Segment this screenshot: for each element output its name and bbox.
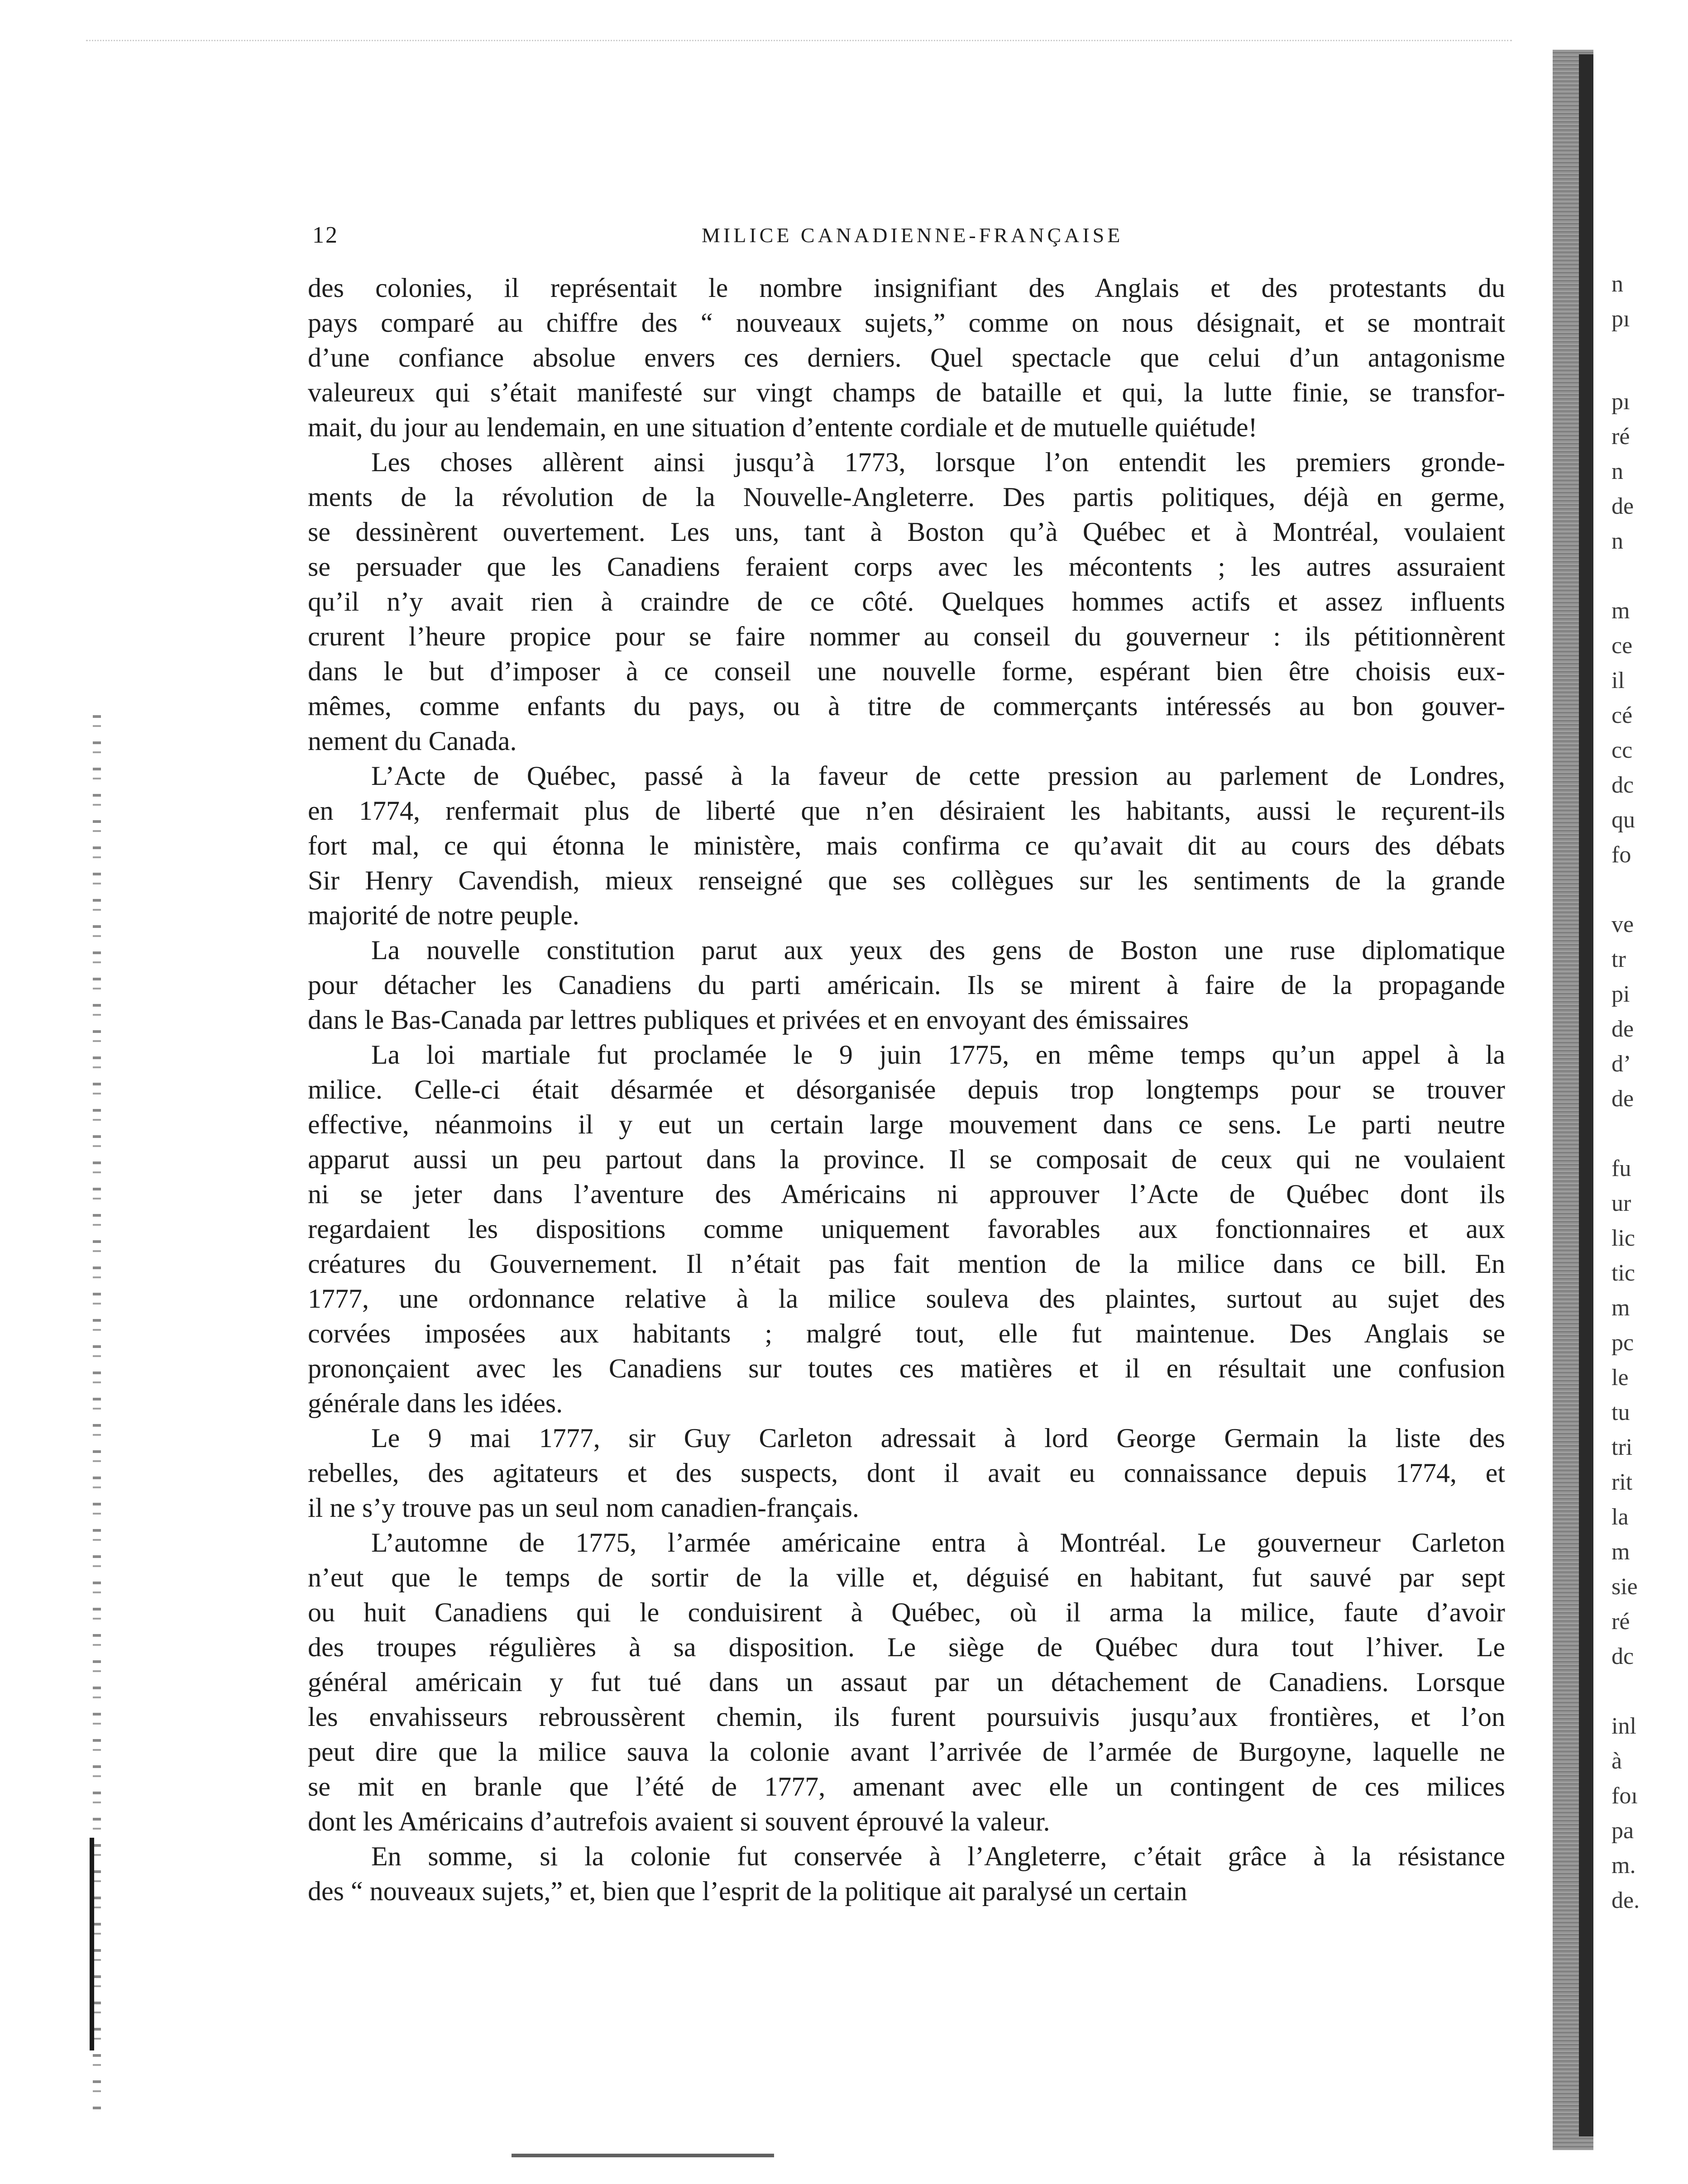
facing-page-fragment: cc: [1611, 737, 1633, 763]
facing-page-fragment: lic: [1611, 1225, 1635, 1251]
facing-page-fragment: sie: [1611, 1574, 1638, 1600]
facing-page-fragment: le: [1611, 1365, 1629, 1391]
text-line: les envahisseurs rebroussèrent chemin, ils furent poursuivis jusqu’aux frontières, et l’on: [308, 1702, 1505, 1732]
facing-page-fragment: dc: [1611, 1644, 1634, 1669]
text-line: ou huit Canadiens qui le conduisirent à Québec, où il arma la milice, faute d’avoir: [308, 1597, 1505, 1627]
scan-artifact-top: [86, 40, 1512, 46]
facing-page-fragment: m.: [1611, 1853, 1636, 1878]
body-text: [308, 271, 1505, 1909]
text-line: se dessinèrent ouvertement. Les uns, tant à Boston qu’à Québec et à Montréal, voulaient: [308, 517, 1505, 547]
scan-artifact-left-bar: [90, 1838, 94, 2050]
text-line: Sir Henry Cavendish, mieux renseigné que ses collègues sur les sentiments de la grande: [308, 865, 1505, 895]
text-line: en 1774, renfermait plus de liberté que n’en désiraient les habitants, aussi le reçurent-ils: [308, 796, 1505, 826]
text-line: il ne s’y trouve pas un seul nom canadien-français.: [308, 1493, 859, 1523]
facing-page-fragment: la: [1611, 1504, 1629, 1530]
text-line: 1777, une ordonnance relative à la milice souleva des plaintes, surtout au sujet des: [308, 1284, 1505, 1314]
text-line: fort mal, ce qui étonna le ministère, mais confirma ce qu’avait dit au cours des débats: [308, 831, 1505, 860]
text-line: ni se jeter dans l’aventure des Américains ni approuver l’Acte de Québec dont ils: [308, 1179, 1505, 1209]
text-line: milice. Celle-ci était désarmée et désorganisée depuis trop longtemps pour se trouver: [308, 1075, 1505, 1104]
facing-page-fragment: pi: [1611, 981, 1630, 1007]
text-line: corvées imposées aux habitants ; malgré tout, elle fut maintenue. Des Anglais se: [308, 1319, 1505, 1348]
facing-page-fragment: fo: [1611, 842, 1631, 868]
text-line: d’une confiance absolue envers ces derniers. Quel spectacle que celui d’un antagonisme: [308, 343, 1505, 373]
facing-page-fragment: foı: [1611, 1783, 1638, 1809]
facing-page-fragment: tr: [1611, 946, 1626, 972]
text-line: des troupes régulières à sa disposition. Le siège de Québec dura tout l’hiver. Le: [308, 1632, 1505, 1662]
facing-page-fragment: m: [1611, 1295, 1630, 1321]
book-gutter-edge: [1579, 54, 1593, 2136]
text-line: La nouvelle constitution parut aux yeux des gens de Boston une ruse diplomatique: [371, 935, 1505, 965]
text-line: L’automne de 1775, l’armée américaine entra à Montréal. Le gouverneur Carleton: [371, 1528, 1505, 1558]
facing-page-fragment: m: [1611, 1539, 1630, 1565]
facing-page-fragment: dc: [1611, 772, 1634, 798]
text-line: peut dire que la milice sauva la colonie avant l’arrivée de l’armée de Burgoyne, laquelle ne: [308, 1737, 1505, 1767]
facing-page-fragment: pı: [1611, 389, 1630, 415]
facing-page-fragment: ré: [1611, 1609, 1630, 1634]
text-line: Le 9 mai 1777, sir Guy Carleton adressait à lord George Germain la liste des: [371, 1423, 1505, 1453]
text-line: dont les Américains d’autrefois avaient si souvent éprouvé la valeur.: [308, 1806, 1050, 1836]
text-line: ments de la révolution de la Nouvelle-Angleterre. Des partis politiques, déjà en germe,: [308, 482, 1505, 512]
facing-page-fragment: il: [1611, 668, 1625, 693]
facing-page-fragment: pı: [1611, 306, 1630, 332]
facing-page-fragment: de: [1611, 493, 1634, 519]
text-line: des “ nouveaux sujets,” et, bien que l’esprit de la politique ait paralysé un certain: [308, 1876, 1187, 1906]
facing-page-fragment: pc: [1611, 1330, 1634, 1356]
facing-page-fragment: qu: [1611, 807, 1635, 833]
text-line: En somme, si la colonie fut conservée à l’Angleterre, c’était grâce à la résistance: [371, 1841, 1505, 1871]
facing-page-fragment: cé: [1611, 703, 1633, 728]
facing-page-fragment: à: [1611, 1748, 1622, 1774]
facing-page-fragment: ur: [1611, 1190, 1631, 1216]
facing-page-fragment: n: [1611, 528, 1623, 554]
page-number: 12: [312, 222, 339, 248]
facing-page-fragment: rit: [1611, 1469, 1633, 1495]
text-line: se mit en branle que l’été de 1777, amenant avec elle un contingent de ces milices: [308, 1772, 1505, 1802]
facing-page-fragment: n: [1611, 459, 1623, 484]
facing-page-fragment: d’: [1611, 1051, 1631, 1077]
facing-page-fragment: de: [1611, 1016, 1634, 1042]
text-line: se persuader que les Canadiens feraient corps avec les mécontents ; les autres assuraient: [308, 552, 1505, 582]
facing-page-fragment: m: [1611, 598, 1630, 624]
scan-artifact-bottom: [512, 2154, 774, 2157]
facing-page-fragment: de.: [1611, 1888, 1640, 1913]
text-line: pays comparé au chiffre des “ nouveaux sujets,” comme on nous désignait, et se montrait: [308, 308, 1505, 338]
facing-page-fragment: ré: [1611, 424, 1630, 449]
facing-page-fragment: tic: [1611, 1260, 1635, 1286]
facing-page-fragment: n: [1611, 271, 1623, 297]
text-line: générale dans les idées.: [308, 1388, 563, 1418]
facing-page-fragment: fu: [1611, 1156, 1631, 1181]
text-line: crurent l’heure propice pour se faire nommer au conseil du gouverneur : ils pétitionnèrent: [308, 621, 1505, 651]
facing-page-fragment: de: [1611, 1086, 1634, 1112]
text-line: La loi martiale fut proclamée le 9 juin 1775, en même temps qu’un appel à la: [371, 1040, 1505, 1070]
facing-page-fragment: pa: [1611, 1818, 1634, 1844]
running-title: MILICE CANADIENNE-FRANÇAISE: [702, 224, 1124, 247]
text-line: Les choses allèrent ainsi jusqu’à 1773, lorsque l’on entendit les premiers gronde-: [371, 447, 1505, 477]
text-line: pour détacher les Canadiens du parti américain. Ils se mirent à faire de la propagande: [308, 970, 1505, 1000]
text-line: regardaient les dispositions comme uniquement favorables aux fonctionnaires et aux: [308, 1214, 1505, 1244]
facing-page-fragment: tu: [1611, 1400, 1630, 1425]
text-line: majorité de notre peuple.: [308, 900, 579, 930]
text-line: mêmes, comme enfants du pays, ou à titre de commerçants intéressés au bon gouver-: [308, 691, 1505, 721]
facing-page-fragments: [1611, 0, 1684, 2184]
text-line: effective, néanmoins il y eut un certain large mouvement dans ce sens. Le parti neutre: [308, 1109, 1505, 1139]
text-line: prononçaient avec les Canadiens sur toutes ces matières et il en résultait une confusion: [308, 1353, 1505, 1383]
text-line: valeureux qui s’était manifesté sur vingt champs de bataille et qui, la lutte finie, se transfor-: [308, 378, 1505, 407]
text-line: n’eut que le temps de sortir de la ville et, déguisé en habitant, fut sauvé par sept: [308, 1563, 1505, 1592]
facing-page-fragment: ve: [1611, 912, 1634, 937]
text-line: nement du Canada.: [308, 726, 517, 756]
text-line: rebelles, des agitateurs et des suspects, dont il avait eu connaissance depuis 1774, et: [308, 1458, 1505, 1488]
text-line: général américain y fut tué dans un assaut par un détachement de Canadiens. Lorsque: [308, 1667, 1505, 1697]
text-line: dans le Bas-Canada par lettres publiques et privées et en envoyant des émissaires: [308, 1005, 1189, 1035]
text-line: créatures du Gouvernement. Il n’était pas fait mention de la milice dans ce bill. En: [308, 1249, 1505, 1279]
text-line: dans le but d’imposer à ce conseil une nouvelle forme, espérant bien être choisis eux-: [308, 656, 1505, 686]
facing-page-fragment: ce: [1611, 633, 1633, 659]
text-line: des colonies, il représentait le nombre insignifiant des Anglais et des protestants du: [308, 273, 1505, 303]
text-line: apparut aussi un peu partout dans la province. Il se composait de ceux qui ne voulaient: [308, 1144, 1505, 1174]
facing-page-fragment: inl: [1611, 1713, 1636, 1739]
text-line: qu’il n’y avait rien à craindre de ce côté. Quelques hommes actifs et assez influents: [308, 587, 1505, 616]
text-line: mait, du jour au lendemain, en une situation d’entente cordiale et de mutuelle quiétude!: [308, 412, 1258, 442]
text-line: L’Acte de Québec, passé à la faveur de cette pression au parlement de Londres,: [371, 761, 1505, 791]
facing-page-fragment: tri: [1611, 1434, 1633, 1460]
